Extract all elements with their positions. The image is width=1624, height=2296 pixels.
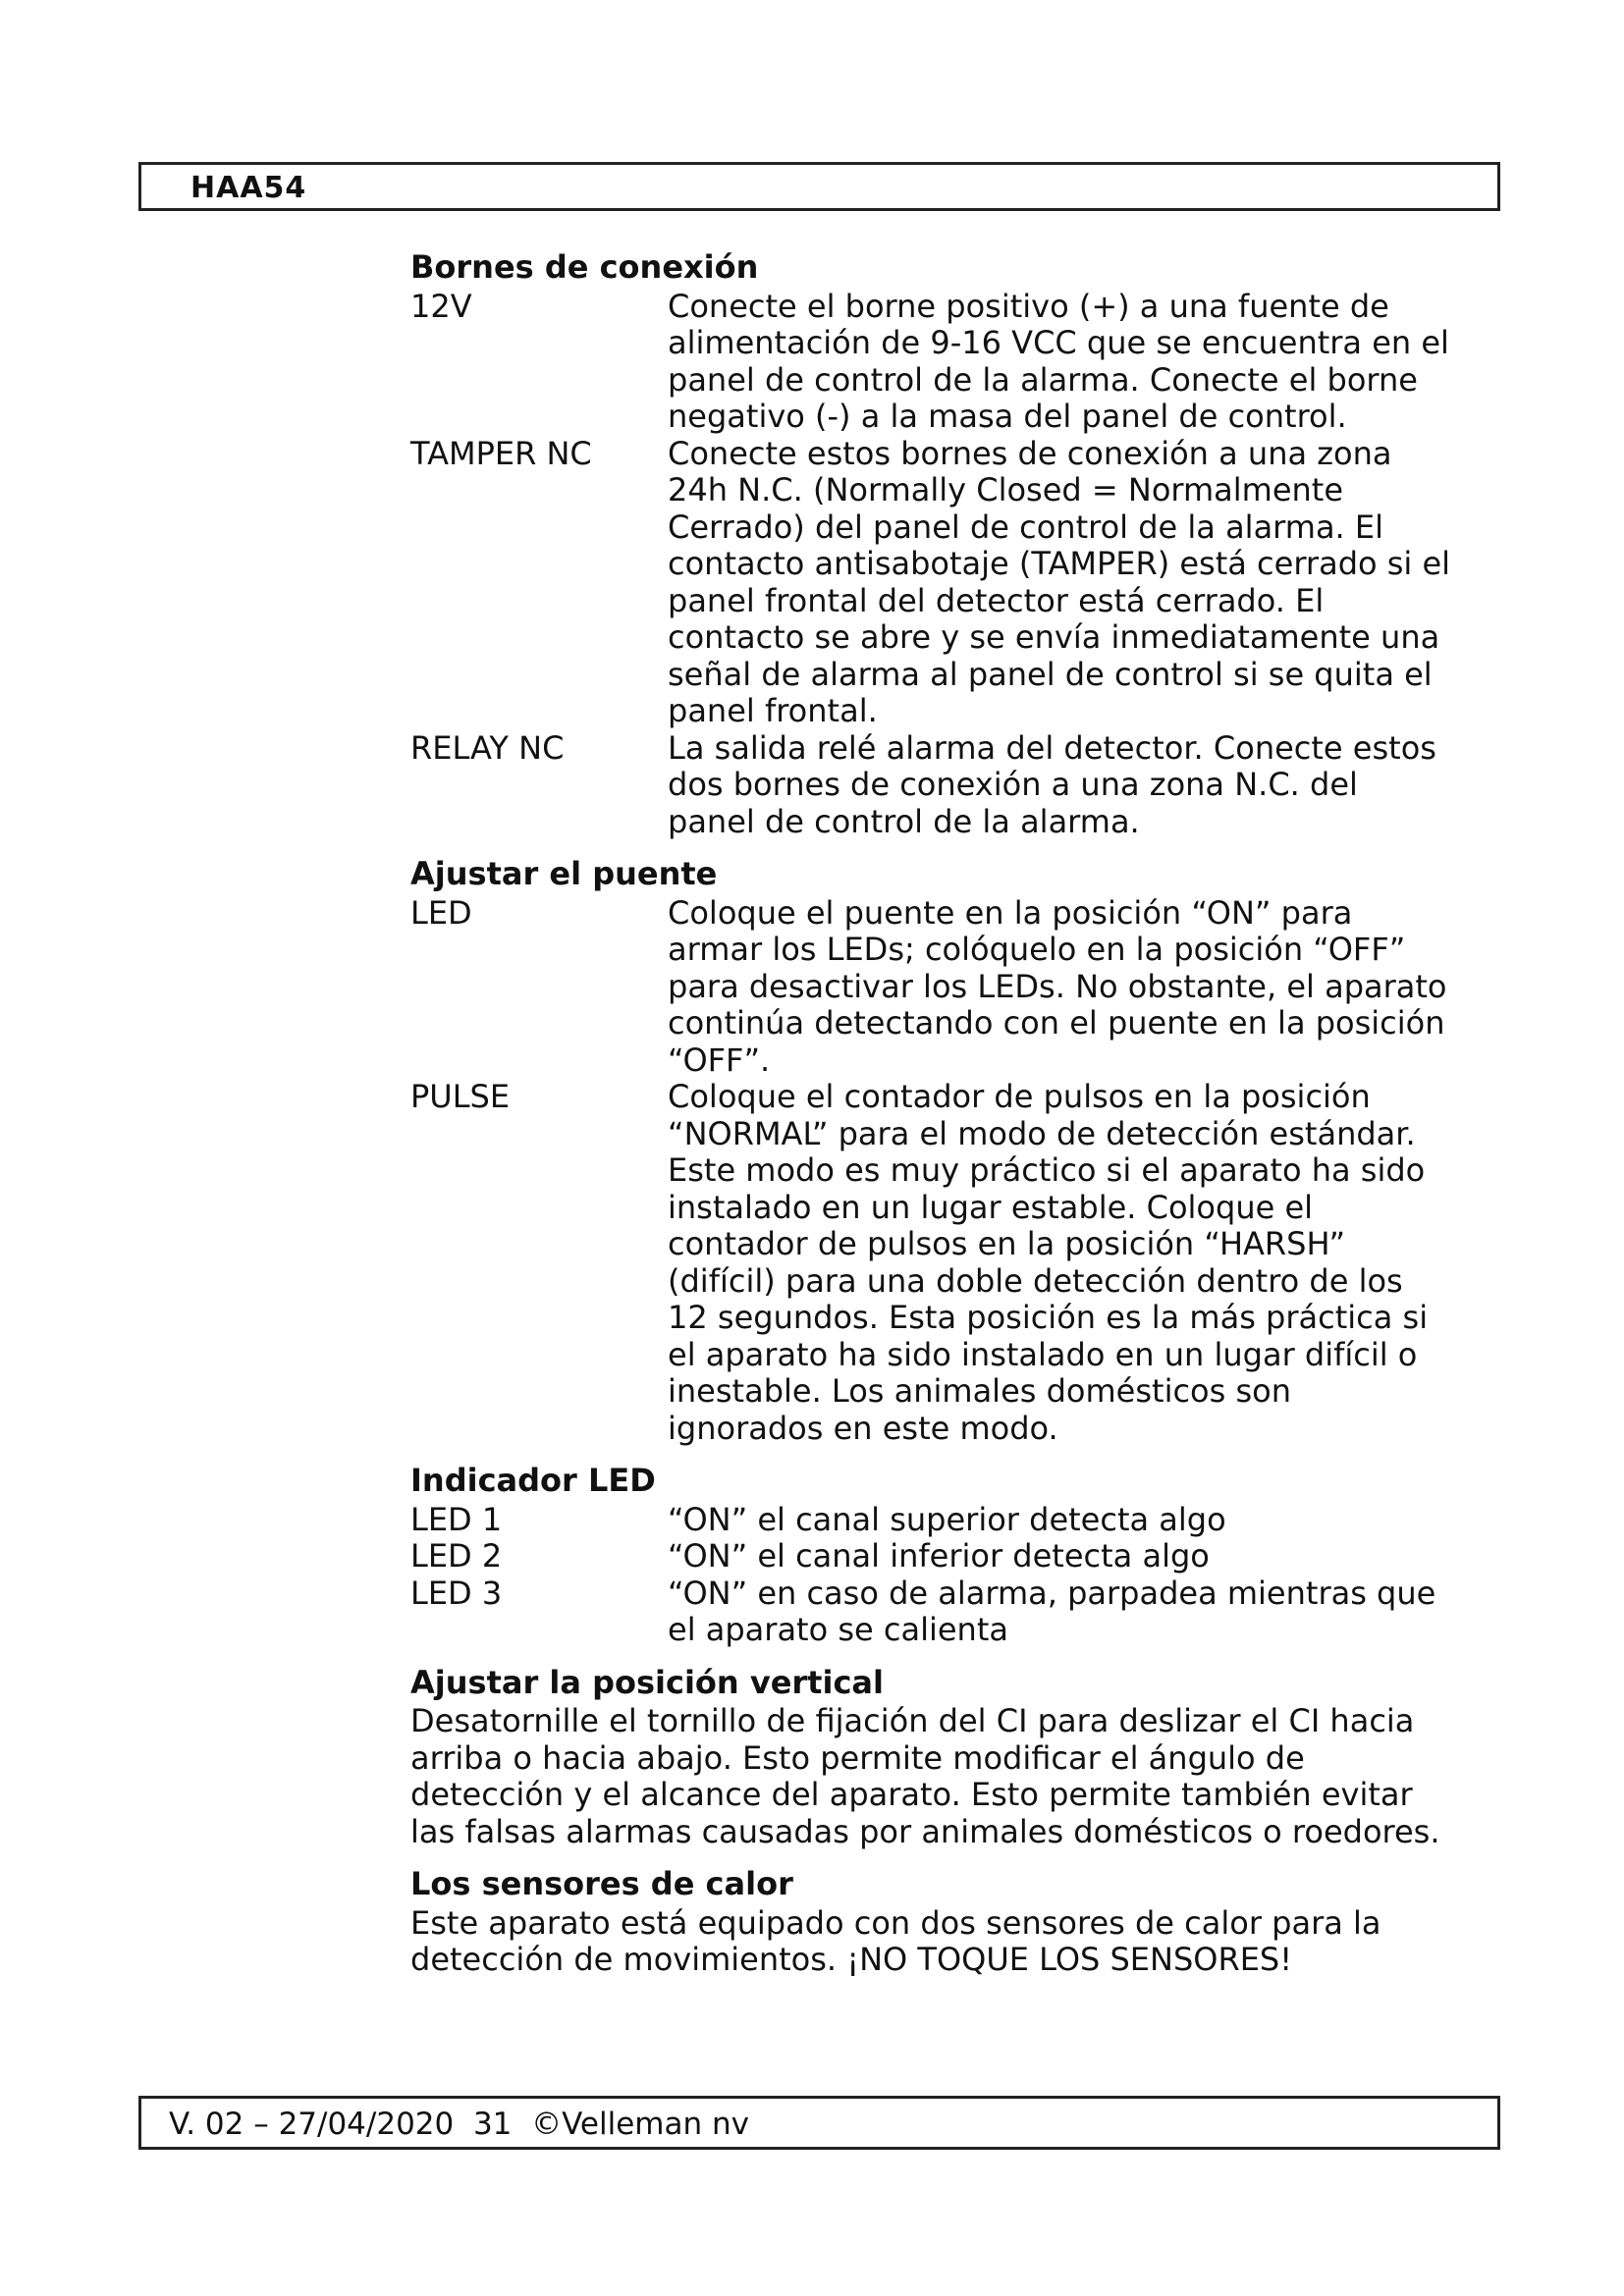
desc-tamper-nc: Conecte estos bornes de conexión a una zona 24h N.C. (Normally Closed = Normalmente Cerrado) del panel de control de la alarma. El contacto antisabotaje (TAMPER) está cerrado si el panel frontal del detector está cerrado. El contacto se abre y se envía inmediatamente una señal de alarma al panel de control si se quita el panel frontal. <box>668 434 1451 729</box>
desc-pulse: Coloque el contador de pulsos en la posición “NORMAL” para el modo de detección estándar. Este modo es muy práctico si el aparato ha sido instalado en un lugar estable. Coloque el contador de pulsos en la posición “HARSH” (difícil) para una doble detección dentro de los 12 segundos. Esta posición es la más práctica si el aparato ha sido instalado en un lugar difícil o inestable. Los animales domésticos son ignorados en este modo. <box>668 1078 1429 1447</box>
term-led-1: LED 1 <box>410 1500 503 1538</box>
term-pulse: PULSE <box>410 1078 511 1115</box>
term-12v: 12V <box>410 287 472 325</box>
definition-row <box>410 895 1451 1080</box>
definition-row <box>410 1538 1451 1575</box>
definition-row <box>410 730 1451 841</box>
document-body <box>410 249 1451 1995</box>
term-led-2: LED 2 <box>410 1537 503 1575</box>
paragraph: Desatornille el tornillo de fijación del CI para deslizar el CI hacia arriba o hacia abajo. Esto permite modificar el ángulo de detección y el alcance del aparato. Esto permite también evitar las falsas alarmas causadas por animales domésticos o roedores. <box>410 1702 1440 1850</box>
desc-relay-nc: La salida relé alarma del detector. Conecte estos dos bornes de conexión a una zona N.C. del panel de control de la alarma. <box>668 728 1436 840</box>
desc-led-3: “ON” en caso de alarma, parpadea mientras que el aparato se calienta <box>668 1574 1436 1648</box>
desc-led-1: “ON” el canal superior detecta algo <box>668 1500 1226 1538</box>
term-tamper-nc: TAMPER NC <box>410 434 592 472</box>
section-title: Bornes de conexión <box>410 248 759 286</box>
section-title: Ajustar la posición vertical <box>410 1663 884 1701</box>
section-title: Indicador LED <box>410 1462 656 1499</box>
desc-led: Coloque el puente en la posición “ON” para armar los LEDs; colóquelo en la posición “OFF” para desactivar los LEDs. No obstante, el aparato continúa detectando con el puente en la posición “OFF”. <box>668 893 1447 1079</box>
section-sensores-de-calor <box>410 1866 1451 1979</box>
section-title: Los sensores de calor <box>410 1865 793 1902</box>
section-title: Ajustar el puente <box>410 855 718 892</box>
definition-row <box>410 1502 1451 1539</box>
section-bornes-de-conexion <box>410 249 1451 840</box>
section-ajustar-el-puente <box>410 856 1451 1447</box>
definition-row <box>410 436 1451 730</box>
section-posicion-vertical <box>410 1665 1451 1851</box>
desc-led-2: “ON” el canal inferior detecta algo <box>668 1537 1210 1575</box>
page-footer <box>138 2096 1500 2150</box>
section-indicador-led <box>410 1463 1451 1649</box>
definition-row <box>410 1575 1451 1649</box>
paragraph: Este aparato está equipado con dos sensores de calor para la detección de movimientos. ¡NO TOQUE LOS SENSORES! <box>410 1903 1381 1978</box>
term-led-3: LED 3 <box>410 1574 503 1612</box>
header-title: HAA54 <box>190 171 307 205</box>
definition-row <box>410 1079 1451 1447</box>
term-led: LED <box>410 893 472 932</box>
page-header <box>138 162 1500 211</box>
desc-12v: Conecte el borne positivo (+) a una fuente de alimentación de 9-16 VCC que se encuentra en el panel de control de la alarma. Conecte el borne negativo (-) a la masa del panel de control. <box>668 287 1449 435</box>
definition-row <box>410 289 1451 436</box>
footer-text: V. 02 – 27/04/2020 31 ©Velleman nv <box>169 2107 749 2142</box>
term-relay-nc: RELAY NC <box>410 728 565 767</box>
